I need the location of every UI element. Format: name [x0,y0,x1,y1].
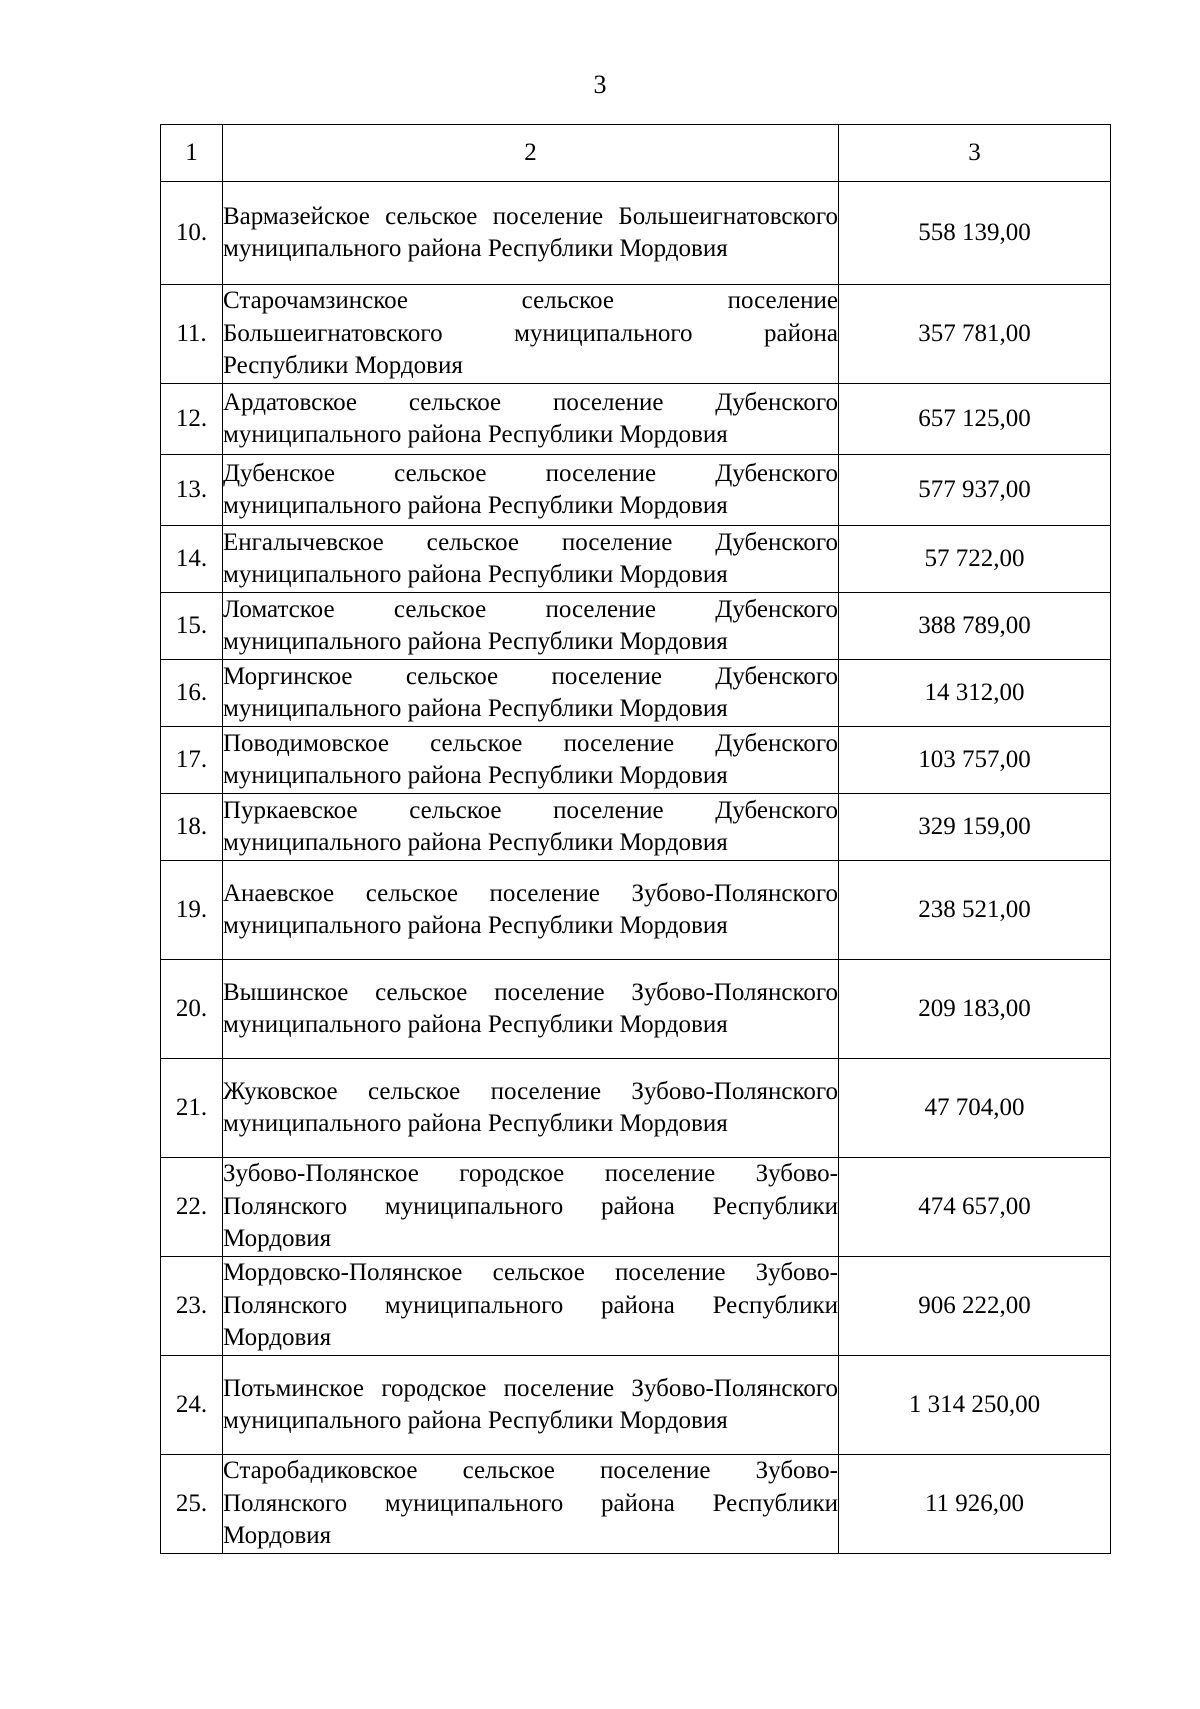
row-number: 24. [161,1356,223,1455]
allocation-table [160,124,1111,1554]
row-number: 20. [161,960,223,1059]
settlement-name: Ардатовское сельское поселение Дубенского муниципального района Республики Мордовия [223,384,839,455]
amount-value: 474 657,00 [839,1158,1111,1257]
table-row [161,593,1111,660]
table-row [161,960,1111,1059]
settlement-name: Старобадиковское сельское поселение Зубово-Полянского муниципального района Республики Мордовия [223,1455,839,1554]
settlement-name: Старочамзинское сельское поселение Большеигнатовского муниципального района Республики Мордовия [223,285,839,384]
amount-value: 11 926,00 [839,1455,1111,1554]
amount-value: 14 312,00 [839,660,1111,727]
column-header-amount: 3 [839,125,1111,182]
settlement-name: Поводимовское сельское поселение Дубенского муниципального района Республики Мордовия [223,727,839,794]
settlement-name: Анаевское сельское поселение Зубово-Полянского муниципального района Республики Мордовия [223,861,839,960]
table-row [161,1257,1111,1356]
column-header-name: 2 [223,125,839,182]
row-number: 10. [161,182,223,285]
settlement-name: Жуковское сельское поселение Зубово-Полянского муниципального района Республики Мордовия [223,1059,839,1158]
amount-value: 577 937,00 [839,455,1111,526]
table-row [161,727,1111,794]
amount-value: 238 521,00 [839,861,1111,960]
amount-value: 209 183,00 [839,960,1111,1059]
page-number: 3 [593,70,607,99]
settlement-name: Енгалычевское сельское поселение Дубенского муниципального района Республики Мордовия [223,526,839,593]
table-row [161,182,1111,285]
amount-value: 357 781,00 [839,285,1111,384]
row-number: 15. [161,593,223,660]
amount-value: 1 314 250,00 [839,1356,1111,1455]
row-number: 25. [161,1455,223,1554]
table-row [161,1455,1111,1554]
table-row [161,285,1111,384]
amount-value: 329 159,00 [839,794,1111,861]
row-number: 11. [161,285,223,384]
column-header-number: 1 [161,125,223,182]
table-row [161,861,1111,960]
amount-value: 47 704,00 [839,1059,1111,1158]
table-row [161,384,1111,455]
table-row [161,526,1111,593]
row-number: 23. [161,1257,223,1356]
row-number: 19. [161,861,223,960]
table-row [161,794,1111,861]
settlement-name: Мордовско-Полянское сельское поселение Зубово-Полянского муниципального района Республики Мордовия [223,1257,839,1356]
table-row [161,1356,1111,1455]
table-row [161,660,1111,727]
settlement-name: Моргинское сельское поселение Дубенского муниципального района Республики Мордовия [223,660,839,727]
table-header-row [161,125,1111,182]
amount-value: 906 222,00 [839,1257,1111,1356]
settlement-name: Вышинское сельское поселение Зубово-Полянского муниципального района Республики Мордовия [223,960,839,1059]
row-number: 16. [161,660,223,727]
settlement-name: Потьминское городское поселение Зубово-Полянского муниципального района Республики Мордовия [223,1356,839,1455]
amount-value: 558 139,00 [839,182,1111,285]
row-number: 17. [161,727,223,794]
row-number: 22. [161,1158,223,1257]
row-number: 13. [161,455,223,526]
settlement-name: Ломатское сельское поселение Дубенского муниципального района Республики Мордовия [223,593,839,660]
row-number: 18. [161,794,223,861]
settlement-name: Пуркаевское сельское поселение Дубенского муниципального района Республики Мордовия [223,794,839,861]
row-number: 14. [161,526,223,593]
row-number: 12. [161,384,223,455]
table-row [161,1158,1111,1257]
row-number: 21. [161,1059,223,1158]
table-row [161,455,1111,526]
settlement-name: Дубенское сельское поселение Дубенского муниципального района Республики Мордовия [223,455,839,526]
amount-value: 388 789,00 [839,593,1111,660]
amount-value: 657 125,00 [839,384,1111,455]
table-row [161,1059,1111,1158]
amount-value: 103 757,00 [839,727,1111,794]
settlement-name: Зубово-Полянское городское поселение Зубово-Полянского муниципального района Республики Мордовия [223,1158,839,1257]
settlement-name: Вармазейское сельское поселение Большеигнатовского муниципального района Республики Мордовия [223,182,839,285]
amount-value: 57 722,00 [839,526,1111,593]
